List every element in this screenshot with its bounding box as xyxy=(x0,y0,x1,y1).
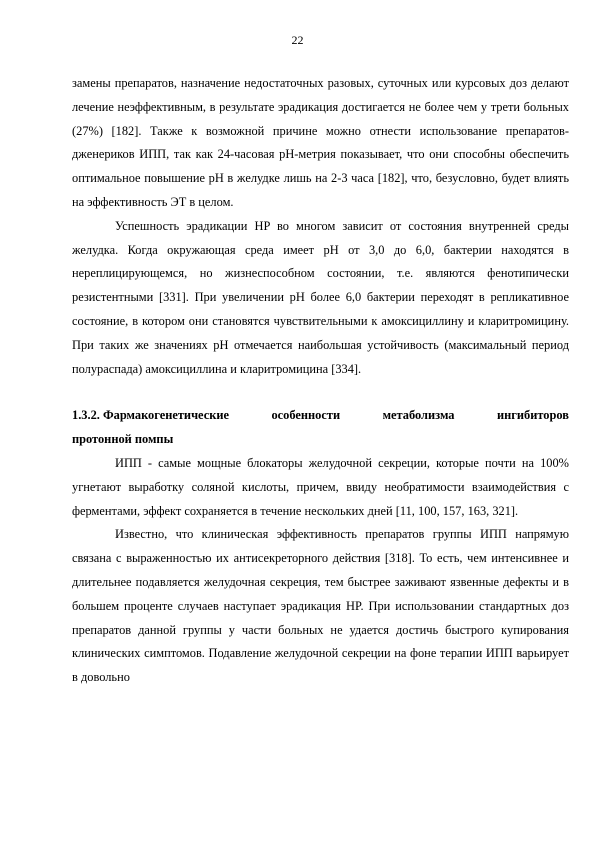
section-heading-line-2: протонной помпы xyxy=(72,432,174,447)
page-body xyxy=(72,72,569,690)
paragraph-clinical-efficacy: Известно, что клиническая эффективность препаратов группы ИПП напрямую связана с выраженностью их антисекреторного действия [318]. То есть, чем интенсивнее и длительнее подавляется желудочная секреция, тем быстрее заживают язвенные дефекты и в большем проценте случаев наступает эрадикация HP. При использовании стандартных доз препаратов данной группы у части больных не удается достичь быстрого купирования клинических симптомов. Подавление желудочной секреции на фоне терапии ИПП варьирует в довольно xyxy=(72,527,569,685)
paragraph-continuation: замены препаратов, назначение недостаточных разовых, суточных или курсовых доз делают лечение неэффективным, в результате эрадикация достигается не более чем у трети больных (27%) [182]. Также к возможной причине можно отнести использование препаратов-дженериков ИПП, так как 24-часовая рН-метрия показывает, что они способны обеспечить оптимальное повышение рН в желудке лишь на 2-3 часа [182], что, безусловно, будет влиять на эффективность ЭТ в целом. xyxy=(72,76,569,209)
page-number: 22 xyxy=(291,33,304,47)
section-spacer xyxy=(72,381,569,404)
section-heading-line-1 xyxy=(72,404,569,428)
paragraph-eradication-success: Успешность эрадикации HP во многом зависит от состояния внутренней среды желудка. Когда окружающая среда имеет рН от 3,0 до 6,0, бактерии находятся в нереплицирующемся, но жизнеспособном состоянии, т.е. являются фенотипически резистентными [331]. При увеличении рН более 6,0 бактерии переходят в репликативное состояние, в котором они становятся чувствительными к амоксициллину и кларитромицину. При таких же значениях рН отмечается наибольшая устойчивость (максимальный период полураспада) амоксициллина и кларитромицина [334]. xyxy=(72,218,569,376)
heading-word: ингибиторов xyxy=(497,408,569,423)
heading-word: 1.3.2. Фармакогенетические xyxy=(72,408,229,423)
section-heading xyxy=(72,404,569,452)
paragraph-ppi-blockers: ИПП - самые мощные блокаторы желудочной секреции, которые почти на 100% угнетают выработку соляной кислоты, причем, ввиду необратимости взаимодействия с ферментами, эффект сохраняется в течение нескольких дней [11, 100, 157, 163, 321]. xyxy=(72,455,569,518)
heading-word: особенности xyxy=(271,408,341,423)
heading-word: метаболизма xyxy=(382,408,455,423)
